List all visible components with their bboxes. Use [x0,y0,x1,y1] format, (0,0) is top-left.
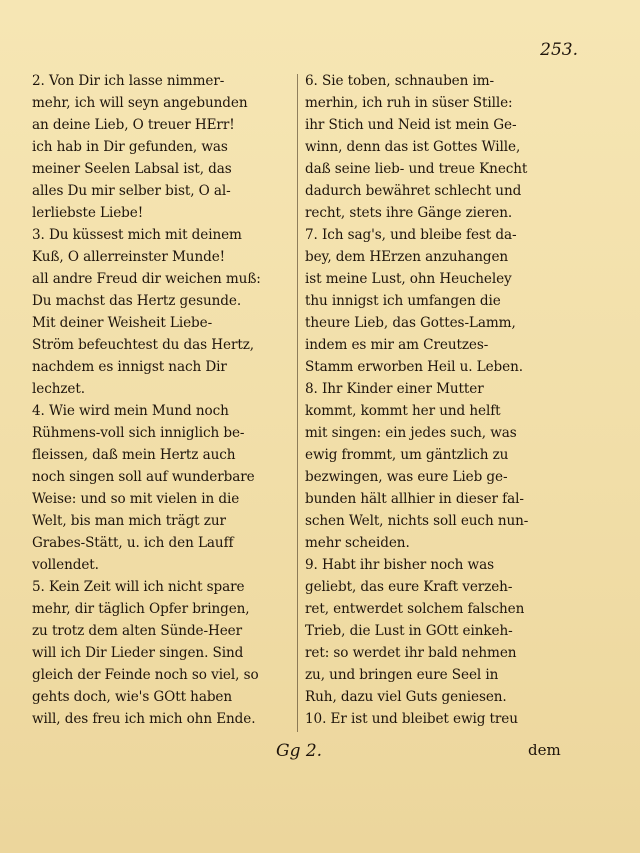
text-line: zu, und bringen eure Seel in [305,667,499,683]
text-line: lerliebste Liebe! [32,205,144,221]
text-line: 8. Ihr Kinder einer Mutter [305,381,484,397]
text-line: kommt, kommt her und helft [305,403,501,419]
text-line: indem es mir am Creutzes- [305,337,489,353]
text-line: 3. Du küssest mich mit deinem [32,227,242,243]
text-line: thu innigst ich umfangen die [305,293,501,309]
text-line: Du machst das Hertz gesunde. [32,293,242,309]
text-line: an deine Lieb, O treuer HErr! [32,117,235,133]
text-line: theure Lieb, das Gottes-Lamm, [305,315,516,331]
text-line: ret: so werdet ihr bald nehmen [305,645,517,661]
left-column [32,70,298,730]
text-line: Rühmens-voll sich inniglich be- [32,425,245,441]
signature-mark: Gg 2. [276,741,323,761]
text-line: ihr Stich und Neid ist mein Ge- [305,117,517,133]
text-line: nachdem es innigst nach Dir [32,359,227,375]
text-line: Trieb, die Lust in GOtt einkeh- [305,623,513,639]
text-line: Welt, bis man mich trägt zur [32,513,226,529]
text-line: Mit deiner Weisheit Liebe- [32,315,213,331]
text-line: lechzet. [32,381,85,397]
text-line: Grabes-Stätt, u. ich den Lauff [32,535,234,551]
text-line: 6. Sie toben, schnauben im- [305,73,495,89]
text-line: merhin, ich ruh in süser Stille: [305,95,513,111]
text-line: recht, stets ihre Gänge zieren. [305,205,513,221]
text-line: zu trotz dem alten Sünde-Heer [32,623,243,639]
text-line: will ich Dir Lieder singen. Sind [32,645,244,661]
text-line: meiner Seelen Labsal ist, das [32,161,232,177]
text-line: schen Welt, nichts soll euch nun- [305,513,529,529]
right-column [305,70,571,730]
text-line: gleich der Feinde noch so viel, so [32,667,259,683]
text-line: winn, denn das ist Gottes Wille, [305,139,521,155]
text-line: Ström befeuchtest du das Hertz, [32,337,255,353]
text-line: gehts doch, wie's GOtt haben [32,689,233,705]
text-line: Ruh, dazu viel Guts geniesen. [305,689,507,705]
column-divider [297,74,298,732]
text-line: 2. Von Dir ich lasse nimmer- [32,73,225,89]
text-line: vollendet. [32,557,99,573]
text-line: geliebt, das eure Kraft verzeh- [305,579,513,595]
text-line: mehr, dir täglich Opfer bringen, [32,601,250,617]
text-line: 4. Wie wird mein Mund noch [32,403,229,419]
text-line: ist meine Lust, ohn Heucheley [305,271,512,287]
text-line: 5. Kein Zeit will ich nicht spare [32,579,245,595]
text-line: bezwingen, was eure Lieb ge- [305,469,508,485]
page-number: 253. [540,40,578,60]
text-line: noch singen soll auf wunderbare [32,469,255,485]
text-line: Weise: und so mit vielen in die [32,491,240,507]
text-line: daß seine lieb- und treue Knecht [305,161,528,177]
text-line: ewig frommt, um gäntzlich zu [305,447,509,463]
text-line: mehr, ich will seyn angebunden [32,95,248,111]
text-line: dadurch bewähret schlecht und [305,183,522,199]
text-line: alles Du mir selber bist, O al- [32,183,231,199]
text-line: Kuß, O allerreinster Munde! [32,249,226,265]
text-line: bunden hält allhier in dieser fal- [305,491,524,507]
text-line: 7. Ich sag's, und bleibe fest da- [305,227,517,243]
text-line: ret, entwerdet solchem falschen [305,601,525,617]
text-line: fleissen, daß mein Hertz auch [32,447,236,463]
text-line: mit singen: ein jedes such, was [305,425,517,441]
text-line: all andre Freud dir weichen muß: [32,271,261,287]
text-line: Stamm erworben Heil u. Leben. [305,359,523,375]
text-line: will, des freu ich mich ohn Ende. [32,711,256,727]
text-line: 10. Er ist und bleibet ewig treu [305,711,518,727]
catchword: dem [528,741,561,759]
text-line: ich hab in Dir gefunden, was [32,139,228,155]
text-line: bey, dem HErzen anzuhangen [305,249,509,265]
text-line: 9. Habt ihr bisher noch was [305,557,494,573]
text-line: mehr scheiden. [305,535,410,551]
